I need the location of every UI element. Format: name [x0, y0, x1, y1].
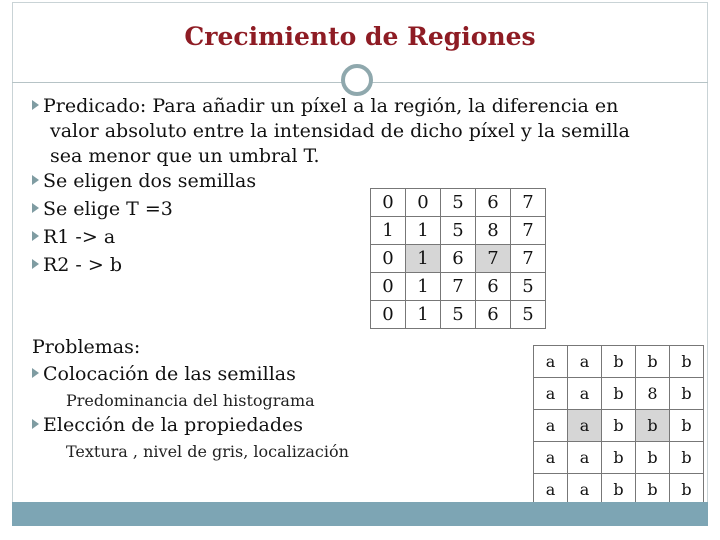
grid-cell: 7 [476, 245, 511, 273]
bullet-item-threshold-text: Se elige T =3 [43, 198, 173, 220]
grid-row [534, 474, 704, 506]
grid-row [371, 301, 546, 329]
bullet-arrow-icon [32, 231, 39, 241]
grid-cell: 7 [511, 245, 546, 273]
bullet-item-r1-text: R1 -> a [43, 226, 116, 248]
grid-cell: 8 [476, 217, 511, 245]
grid-cell: 6 [476, 189, 511, 217]
grid-cell: b [670, 474, 704, 506]
bullet-arrow-icon [32, 368, 39, 378]
grid-cell: a [568, 442, 602, 474]
problem-sub-histogram: Predominancia del histograma [66, 391, 315, 410]
bullet-arrow-icon [32, 100, 39, 110]
grid-cell: b [636, 346, 670, 378]
grid-cell: a [534, 442, 568, 474]
grid-cell: 5 [441, 217, 476, 245]
predicado-paragraph [32, 94, 692, 169]
grid-cell: b [602, 474, 636, 506]
bullet-item-seeds [32, 170, 256, 192]
grid-cell: 6 [476, 301, 511, 329]
grid-row [371, 189, 546, 217]
problem-item-seeds-text: Colocación de las semillas [43, 363, 296, 385]
grid-cell: 1 [406, 273, 441, 301]
grid-cell: b [636, 442, 670, 474]
grid-cell: a [534, 474, 568, 506]
grid-cell: 1 [371, 217, 406, 245]
grid-cell: a [568, 410, 602, 442]
grid-cell: 7 [511, 189, 546, 217]
predicado-line-1: Predicado: Para añadir un píxel a la región, la diferencia en [43, 95, 619, 117]
grid-cell: b [602, 378, 636, 410]
bullet-item-r2 [32, 254, 122, 276]
problemas-heading: Problemas: [32, 336, 141, 358]
bullet-item-r1 [32, 226, 115, 248]
grid-row [534, 442, 704, 474]
grid-cell: 7 [441, 273, 476, 301]
grid-cell: 0 [371, 273, 406, 301]
grid-row [534, 346, 704, 378]
grid-cell: a [568, 474, 602, 506]
bullet-arrow-icon [32, 419, 39, 429]
grid-cell: a [534, 378, 568, 410]
ring-ornament-icon [341, 64, 373, 96]
grid-cell: 0 [371, 189, 406, 217]
grid-cell: a [568, 346, 602, 378]
grid-cell: b [670, 442, 704, 474]
grid-row [534, 378, 704, 410]
grid-cell: b [602, 410, 636, 442]
grid-cell: 0 [371, 245, 406, 273]
bullet-item-r2-text: R2 - > b [43, 254, 123, 276]
grid-row [534, 410, 704, 442]
grid-cell: a [568, 378, 602, 410]
bullet-arrow-icon [32, 259, 39, 269]
grid-row [371, 217, 546, 245]
grid-cell: b [670, 378, 704, 410]
grid-cell: b [602, 346, 636, 378]
footer-bar [12, 502, 708, 526]
bullet-arrow-icon [32, 175, 39, 185]
grid-cell: 8 [636, 378, 670, 410]
grid-cell: 1 [406, 245, 441, 273]
grid-cell: 7 [511, 217, 546, 245]
grid-cell: a [534, 346, 568, 378]
problem-item-properties [32, 414, 303, 436]
grid-cell: 0 [406, 189, 441, 217]
grid-row [371, 245, 546, 273]
grid-cell: b [670, 410, 704, 442]
grid-cell: a [534, 410, 568, 442]
grid-cell: 5 [441, 301, 476, 329]
grid-cell: b [670, 346, 704, 378]
predicado-line-3: sea menor que un umbral T. [50, 145, 320, 167]
grid-cell: 5 [441, 189, 476, 217]
problem-item-seeds [32, 363, 296, 385]
intensity-grid [370, 188, 546, 329]
problem-item-properties-text: Elección de la propiedades [43, 414, 303, 436]
bullet-arrow-icon [32, 203, 39, 213]
grid-cell: 1 [406, 301, 441, 329]
grid-cell: 5 [511, 273, 546, 301]
grid-cell: b [636, 474, 670, 506]
grid-cell: 6 [441, 245, 476, 273]
grid-cell: b [636, 410, 670, 442]
slide-title: Crecimiento de Regiones [184, 22, 536, 51]
grid-cell: 5 [511, 301, 546, 329]
bullet-item-seeds-text: Se eligen dos semillas [43, 170, 257, 192]
bullet-item-threshold [32, 198, 173, 220]
grid-cell: 0 [371, 301, 406, 329]
problem-sub-texture: Textura , nivel de gris, localización [66, 442, 349, 461]
grid-row [371, 273, 546, 301]
grid-cell: b [602, 442, 636, 474]
grid-cell: 6 [476, 273, 511, 301]
predicado-line-2: valor absoluto entre la intensidad de dicho píxel y la semilla [50, 120, 630, 142]
grid-cell: 1 [406, 217, 441, 245]
label-grid [533, 345, 704, 506]
